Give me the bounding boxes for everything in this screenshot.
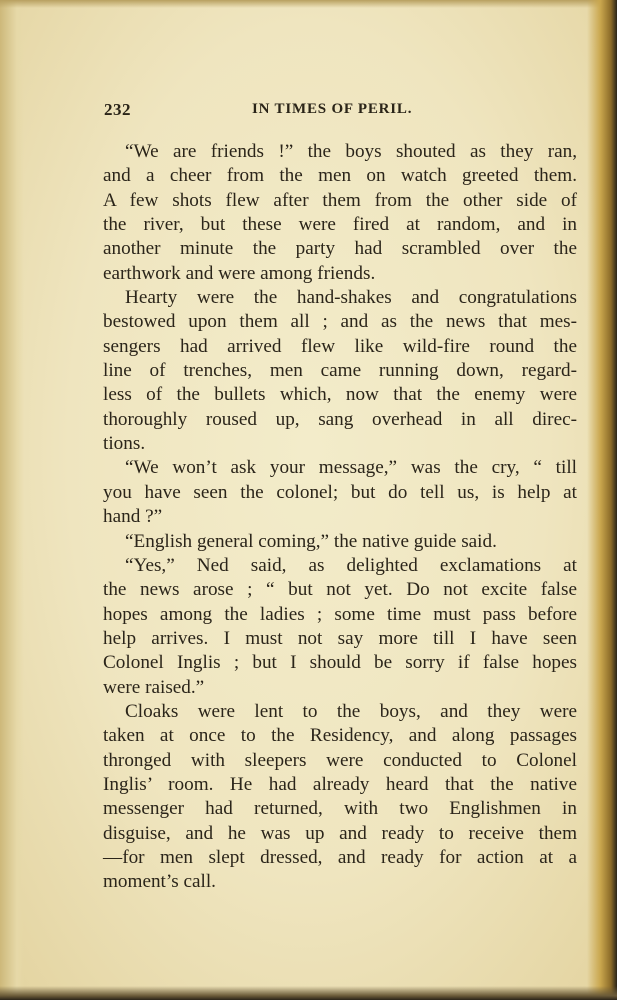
text-line: Cloaks were lent to the boys, and they were xyxy=(125,700,577,722)
text-line: and a cheer from the men on watch greeted them. xyxy=(103,165,577,187)
text-line: earthwork and were among friends. xyxy=(103,262,376,284)
text-line: disguise, and he was up and ready to receive them xyxy=(103,822,577,844)
text-line: moment’s call. xyxy=(103,871,216,893)
text-line: “We are friends !” the boys shouted as they ran, xyxy=(125,141,577,162)
text-line: Hearty were the hand-shakes and congratulations xyxy=(125,287,577,309)
body-text xyxy=(103,140,577,895)
text-line: Colonel Inglis ; but I should be sorry if false hopes xyxy=(103,652,577,674)
text-line: —for men slept dressed, and ready for action at a xyxy=(103,846,577,868)
text-line: “We won’t ask your message,” was the cry, “ till xyxy=(125,457,577,479)
text-line: less of the bullets which, now that the enemy were xyxy=(103,384,577,406)
paragraph xyxy=(103,530,577,554)
paragraph xyxy=(103,286,577,456)
paragraph xyxy=(103,456,577,529)
text-line: help arrives. I must not say more till I have seen xyxy=(103,627,577,649)
text-line: “Yes,” Ned said, as delighted exclamations at xyxy=(125,554,577,576)
page-gutter-shadow xyxy=(0,0,24,1000)
text-line: messenger had returned, with two Englishmen in xyxy=(103,798,577,820)
text-line: another minute the party had scrambled over the xyxy=(103,238,577,260)
page-top-edge xyxy=(0,0,617,8)
text-line: hopes among the ladies ; some time must pass before xyxy=(103,603,577,625)
text-line: you have seen the colonel; but do tell us, is help at xyxy=(103,481,577,503)
text-line: thoroughly roused up, sang overhead in all direc- xyxy=(103,408,577,430)
running-title: IN TIMES OF PERIL. xyxy=(252,101,413,117)
page-number: 232 xyxy=(104,100,131,119)
page-header xyxy=(104,100,576,122)
text-line: bestowed upon them all ; and as the news that mes- xyxy=(103,311,577,333)
text-line: were raised.” xyxy=(103,676,205,698)
text-line: sengers had arrived flew like wild-fire round the xyxy=(103,335,577,357)
paragraph xyxy=(103,140,577,286)
paragraph xyxy=(103,554,577,700)
page-right-edge xyxy=(587,0,617,1000)
text-line: A few shots flew after them from the other side of xyxy=(103,189,577,211)
page-bottom-edge xyxy=(0,986,617,1000)
text-line: the news arose ; “ but not yet. Do not excite false xyxy=(103,579,577,601)
paragraph xyxy=(103,700,577,895)
text-line: tions. xyxy=(103,433,146,455)
text-line: thronged with sleepers were conducted to Colonel xyxy=(103,749,577,771)
text-line: Inglis’ room. He had already heard that the native xyxy=(103,773,577,795)
text-line: line of trenches, men came running down, regard- xyxy=(103,360,577,382)
text-line: “English general coming,” the native guide said. xyxy=(125,530,497,552)
text-line: hand ?” xyxy=(103,506,163,528)
text-line: the river, but these were fired at random, and in xyxy=(103,214,577,236)
text-line: taken at once to the Residency, and along passages xyxy=(103,725,577,747)
